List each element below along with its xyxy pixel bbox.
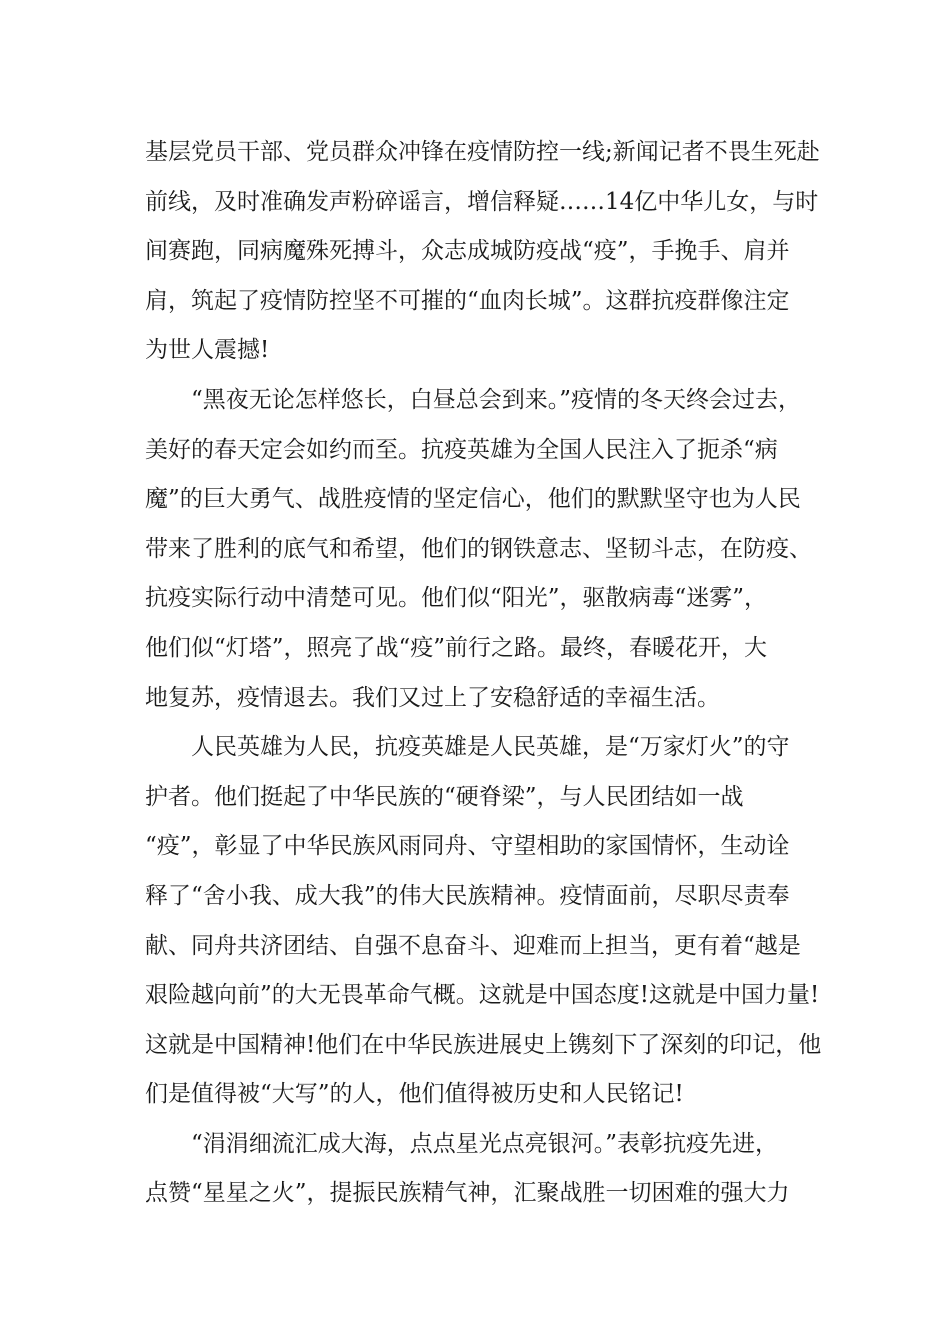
text-line: 献、同舟共济团结、自强不息奋斗、迎难而上担当，更有着“越是 — [145, 932, 801, 959]
text-line: 美好的春天定会如约而至。抗疫英雄为全国人民注入了扼杀“病 — [145, 436, 778, 463]
text-line: 们是值得被“大写”的人，他们值得被历史和人民铭记! — [145, 1081, 684, 1108]
document-body — [145, 128, 827, 1219]
text-line: 他们似“灯塔”，照亮了战“疫”前行之路。最终，春暖花开，大 — [145, 634, 768, 661]
text-line: 地复苏，疫情退去。我们又过上了安稳舒适的幸福生活。 — [145, 684, 720, 711]
text-line: 肩，筑起了疫情防控坚不可摧的“血肉长城”。这群抗疫群像注定 — [145, 287, 790, 314]
text-line: 释了“舍小我、成大我”的伟大民族精神。疫情面前，尽职尽责奉 — [145, 882, 790, 909]
text-line: 为世人震撼! — [145, 337, 270, 364]
text-line: 带来了胜利的底气和希望，他们的钢铁意志、坚韧斗志，在防疫、 — [145, 535, 812, 562]
text-line: 魔”的巨大勇气、战胜疫情的坚定信心，他们的默默坚守也为人民 — [145, 486, 801, 513]
text-line: 点赞“星星之火”，提振民族精气神，汇聚战胜一切困难的强大力 — [145, 1180, 790, 1207]
text-line: 护者。他们挺起了中华民族的“硬脊梁”，与人民团结如一战 — [145, 783, 744, 810]
text-line: 人民英雄为人民，抗疫英雄是人民英雄，是“万家灯火”的守 — [191, 734, 790, 761]
text-line: 艰险越向前”的大无畏革命气概。这就是中国态度!这就是中国力量! — [145, 982, 820, 1009]
text-line: 间赛跑，同病魔殊死搏斗，众志成城防疫战“疫”，手挽手、肩并 — [145, 238, 790, 265]
text-line: 前线，及时准确发声粉碎谣言，增信释疑……14亿中华儿女，与时 — [145, 188, 819, 215]
text-line: 这就是中国精神!他们在中华民族进展史上镌刻下了深刻的印记，他 — [145, 1031, 822, 1058]
text-line: 基层党员干部、党员群众冲锋在疫情防控一线;新闻记者不畏生死赴 — [145, 139, 820, 165]
text-line: “黑夜无论怎样悠长，白昼总会到来。”疫情的冬天终会过去， — [191, 386, 802, 413]
text-line: “涓涓细流汇成大海，点点星光点亮银河。”表彰抗疫先进， — [191, 1130, 779, 1157]
text-line: 抗疫实际行动中清楚可见。他们似“阳光”，驱散病毒“迷雾”， — [145, 585, 768, 612]
text-line: “疫”，彰显了中华民族风雨同舟、守望相助的家国情怀，生动诠 — [145, 833, 790, 860]
